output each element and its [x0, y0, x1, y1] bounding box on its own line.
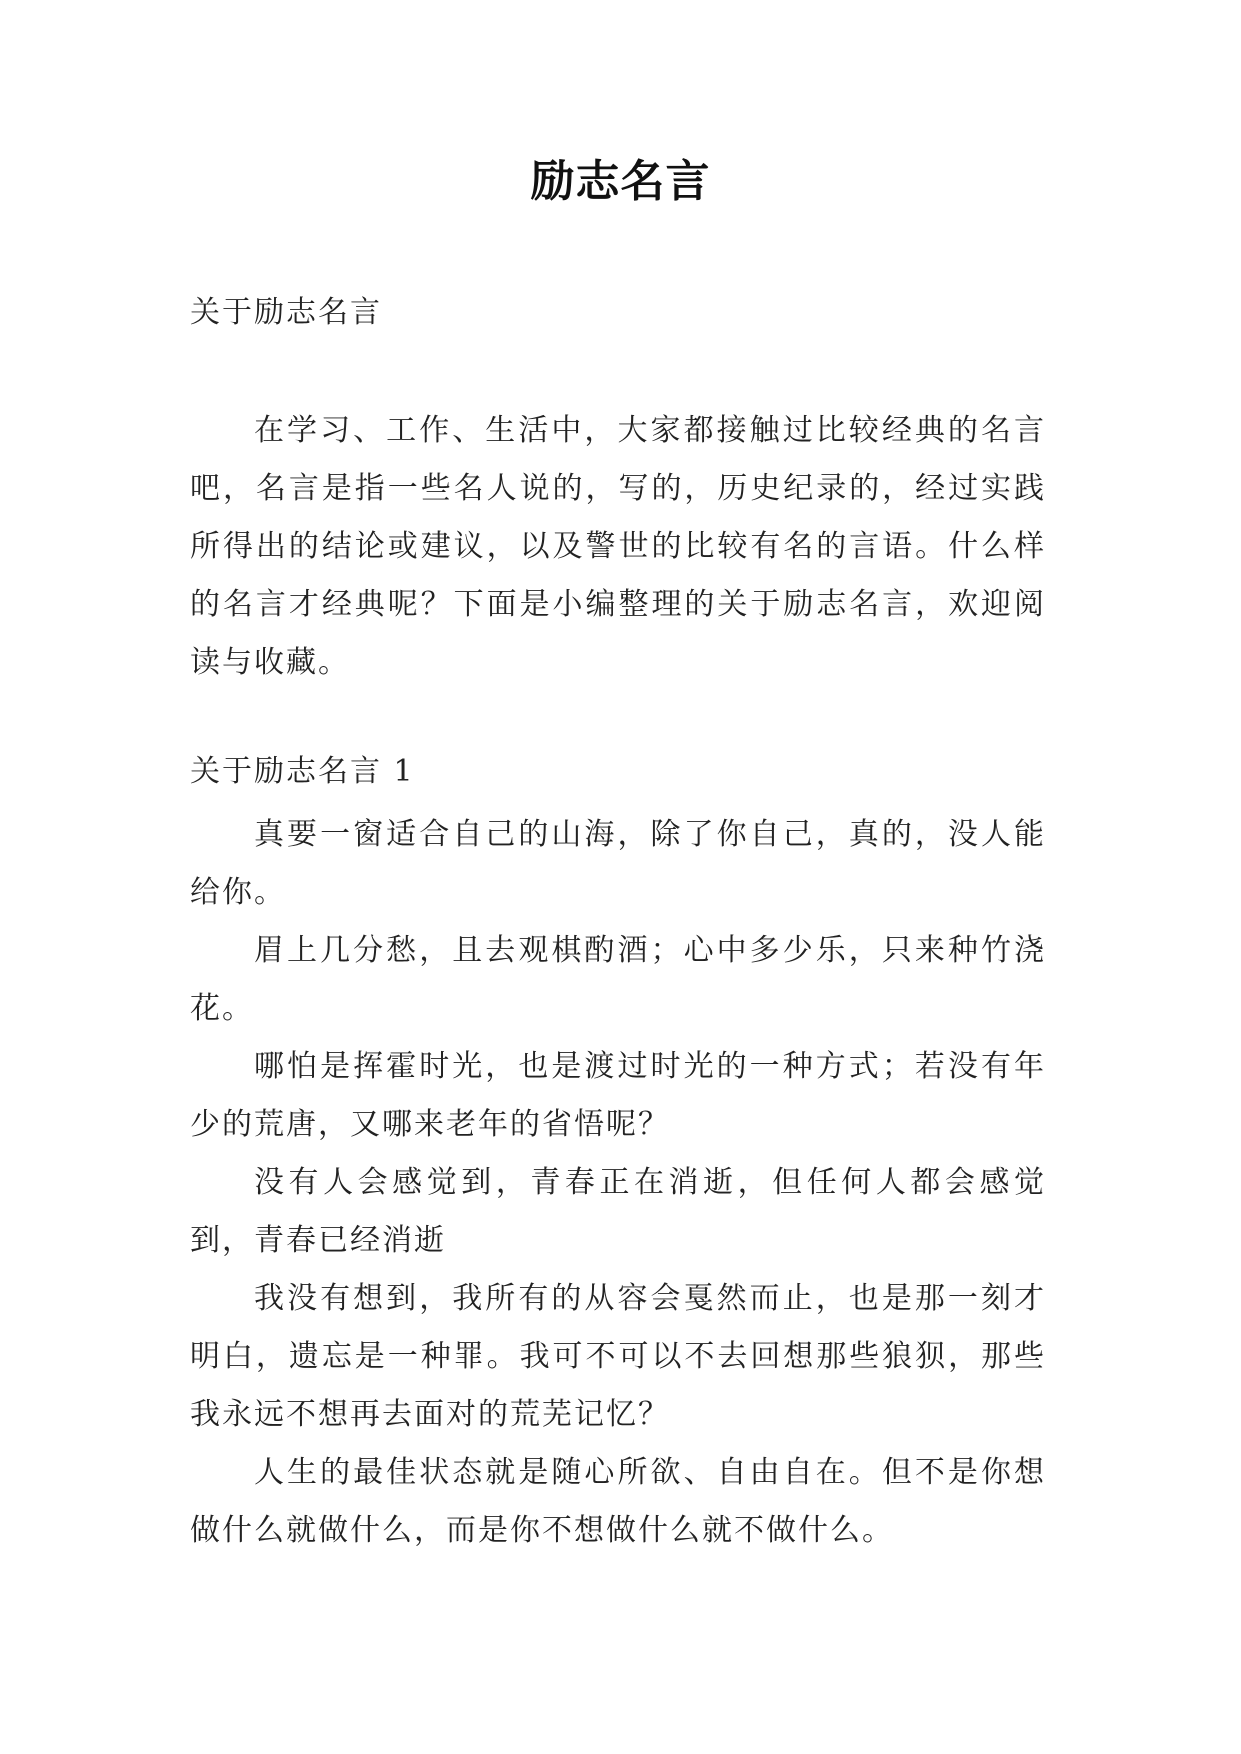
- document-title: 励志名言: [530, 156, 711, 207]
- quote-list: [190, 806, 1046, 1560]
- quote-item: 没有人会感觉到，青春正在消逝，但任何人都会感觉到，青春已经消逝: [190, 1165, 1046, 1258]
- quote-item: 我没有想到，我所有的从容会戛然而止，也是那一刻才明白，遗忘是一种罪。我可不可以不去回想那些狼狈，那些我永远不想再去面对的荒芜记忆？: [190, 1281, 1046, 1432]
- intro-heading: 关于励志名言: [190, 295, 382, 330]
- quote-item: 哪怕是挥霍时光，也是渡过时光的一种方式；若没有年少的荒唐，又哪来老年的省悟呢？: [190, 1049, 1046, 1142]
- quote-item: 真要一窗适合自己的山海，除了你自己，真的，没人能给你。: [190, 817, 1046, 910]
- quote-item: 人生的最佳状态就是随心所欲、自由自在。但不是你想做什么就做什么，而是你不想做什么就不做什么。: [190, 1455, 1046, 1548]
- section-heading: 关于励志名言 1: [190, 754, 415, 789]
- intro-section: [190, 402, 1046, 692]
- quote-item: 眉上几分愁，且去观棋酌酒；心中多少乐，只来种竹浇花。: [190, 933, 1046, 1026]
- intro-paragraph: 在学习、工作、生活中，大家都接触过比较经典的名言吧，名言是指一些名人说的，写的，历史纪录的，经过实践所得出的结论或建议，以及警世的比较有名的言语。什么样的名言才经典呢？下面是小编整理的关于励志名言，欢迎阅读与收藏。: [190, 413, 1046, 680]
